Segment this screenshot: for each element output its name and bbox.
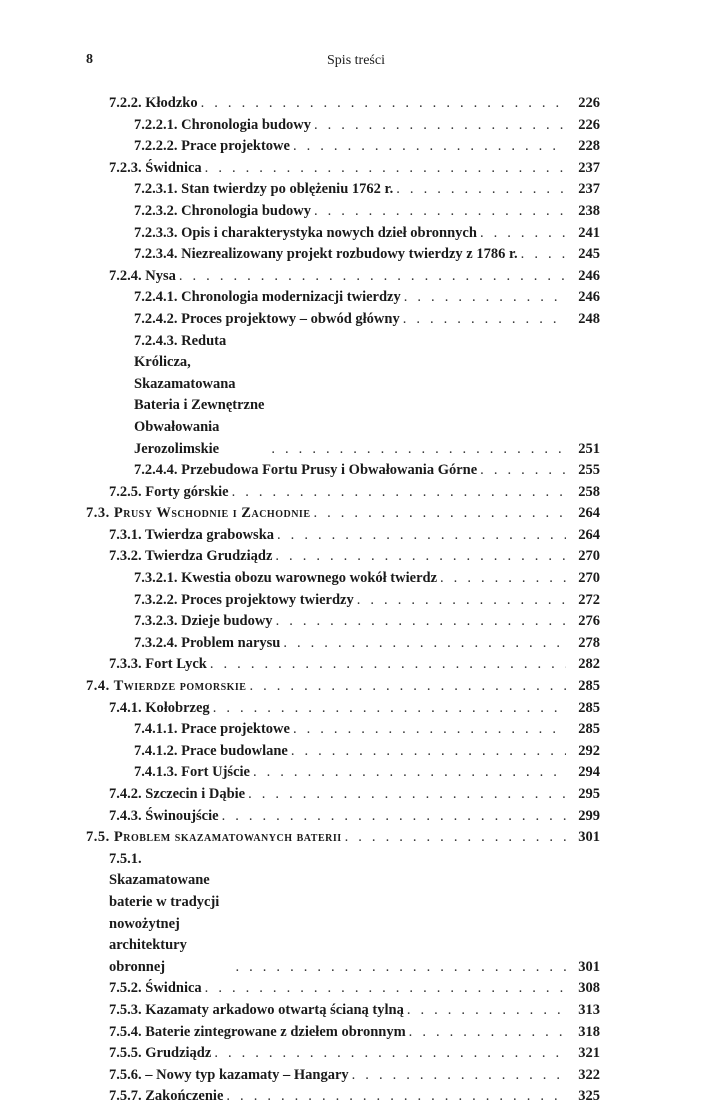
dot-leader (201, 93, 566, 115)
toc-entry-page: 270 (578, 570, 600, 587)
toc-entry[interactable] (86, 827, 600, 849)
toc-entry[interactable] (86, 1043, 600, 1065)
toc-entry[interactable] (86, 266, 600, 288)
dot-leader (214, 1043, 566, 1065)
toc-entry[interactable] (86, 287, 600, 309)
toc-entry-title: 7.5.7. Zakończenie (109, 1088, 224, 1105)
toc-entry[interactable] (86, 482, 600, 504)
toc-entry-title: 7.3. Prusy Wschodnie i Zachodnie (86, 505, 311, 522)
toc-entry-page: 264 (578, 526, 600, 543)
dot-leader (179, 266, 566, 288)
dot-leader (396, 179, 566, 201)
toc-entry-page: 322 (578, 1066, 600, 1083)
dot-leader (409, 1022, 566, 1044)
toc-entry[interactable] (86, 784, 600, 806)
toc-entry[interactable] (86, 525, 600, 547)
toc-entry[interactable] (86, 654, 600, 676)
dot-leader (404, 287, 566, 309)
toc-entry-page: 278 (578, 634, 600, 651)
toc-entry-page: 270 (578, 548, 600, 565)
dot-leader (249, 676, 566, 698)
toc-entry-title: 7.4. Twierdze pomorskie (86, 678, 247, 695)
toc-entry-title: 7.2.3.3. Opis i charakterystyka nowych dzieł obronnych (134, 224, 477, 241)
toc-entry-page: 245 (578, 246, 600, 263)
dot-leader (205, 158, 566, 180)
toc-entry-page: 226 (578, 116, 600, 133)
toc-entry-title: 7.4.3. Świnoujście (109, 807, 219, 824)
toc-entry[interactable] (86, 676, 600, 698)
toc-entry-title: 7.3.2.1. Kwestia obozu warownego wokół twierdz (134, 570, 438, 587)
dot-leader (205, 978, 566, 1000)
toc-entry-title: 7.2.4. Nysa (109, 267, 176, 284)
dot-leader (291, 741, 566, 763)
toc-entry-title: 7.4.1.2. Prace budowlane (134, 742, 288, 759)
toc-entry-title: 7.4.1. Kołobrzeg (109, 699, 210, 716)
toc-entry[interactable] (86, 1000, 600, 1022)
toc-entry-page: 237 (578, 181, 600, 198)
toc-entry-title: 7.2.3.2. Chronologia budowy (134, 202, 311, 219)
toc-entry[interactable] (86, 849, 600, 979)
dot-leader (235, 957, 566, 979)
dot-leader (314, 201, 566, 223)
dot-leader (521, 244, 566, 266)
toc-entry[interactable] (86, 223, 600, 245)
toc-entry-page: 237 (578, 159, 600, 176)
toc-entry[interactable] (86, 460, 600, 482)
toc-entry-page: 255 (578, 462, 600, 479)
toc-entry-page: 295 (578, 786, 600, 802)
toc-entry[interactable] (86, 590, 600, 612)
dot-leader (314, 115, 566, 137)
toc-entry-title: 7.2.4.3. Reduta Królicza, Skazamatowana Bateria i Zewnętrzne Obwałowania Jerozolimskie (134, 332, 265, 457)
toc-entry[interactable] (86, 179, 600, 201)
toc-entry-title: 7.5. Problem skazamatowanych baterii (86, 829, 342, 846)
toc-entry[interactable] (86, 309, 600, 331)
toc-entry-title: 7.3.2. Twierdza Grudziądz (109, 548, 273, 565)
toc-entry[interactable] (86, 806, 600, 828)
toc-entry-page: 246 (578, 267, 600, 284)
toc-entry-page: 285 (578, 678, 600, 695)
dot-leader (232, 482, 566, 504)
toc-entry[interactable] (86, 1086, 600, 1108)
toc-entry-page: 272 (578, 591, 600, 608)
dot-leader (248, 784, 566, 806)
toc-entry-title: 7.2.4.2. Proces projektowy – obwód główny (134, 310, 400, 327)
toc-entry-page: 251 (578, 440, 600, 457)
dot-leader (440, 568, 566, 590)
dot-leader (271, 439, 566, 461)
toc-entry[interactable] (86, 115, 600, 137)
toc-entry-title: 7.2.3. Świdnica (109, 159, 202, 176)
toc-entry[interactable] (86, 1065, 600, 1087)
toc-entry-title: 7.3.2.2. Proces projektowy twierdzy (134, 591, 354, 608)
toc-entry-title: 7.5.6. – Nowy typ kazamaty – Hangary (109, 1066, 349, 1083)
toc-entry[interactable] (86, 201, 600, 223)
toc-entry-page: 321 (578, 1045, 600, 1062)
toc-entry[interactable] (86, 568, 600, 590)
toc-entry[interactable] (86, 741, 600, 763)
toc-entry-page: 276 (578, 613, 600, 630)
toc-entry-title: 7.5.4. Baterie zintegrowane z dziełem obronnym (109, 1023, 406, 1040)
dot-leader (213, 698, 566, 720)
toc-entry[interactable] (86, 331, 600, 461)
dot-leader (293, 136, 566, 158)
dot-leader (277, 525, 566, 547)
toc-entry-page: 264 (578, 505, 600, 522)
toc-entry-page: 226 (578, 95, 600, 111)
toc-entry-title: 7.3.3. Fort Lyck (109, 656, 207, 673)
toc-entry-title: 7.4.1.3. Fort Ujście (134, 764, 250, 781)
toc-entry-title: 7.5.5. Grudziądz (109, 1045, 212, 1062)
toc-entry-title: 7.2.4.1. Chronologia modernizacji twierdzy (134, 289, 401, 306)
toc-entry[interactable] (86, 633, 600, 655)
toc-entry-title: 7.3.2.3. Dzieje budowy (134, 613, 273, 630)
toc-entry-title: 7.4.2. Szczecin i Dąbie (109, 786, 246, 802)
toc-entry-title: 7.2.3.1. Stan twierdzy po oblężeniu 1762 r. (134, 181, 394, 198)
dot-leader (275, 546, 566, 568)
dot-leader (226, 1086, 566, 1108)
toc-entry[interactable] (86, 546, 600, 568)
toc-entry-page: 318 (578, 1023, 600, 1040)
toc-entry-page: 285 (578, 699, 600, 716)
toc-entry-title: 7.2.5. Forty górskie (109, 483, 229, 500)
toc-entry-title: 7.3.2.4. Problem narysu (134, 634, 281, 651)
toc-entry-title: 7.3.1. Twierdza grabowska (109, 526, 275, 543)
dot-leader (357, 590, 566, 612)
toc-entry-title: 7.5.1. Skazamatowane baterie w tradycji nowożytnej architektury obronnej (109, 850, 220, 975)
toc-entry-title: 7.2.2.1. Chronologia budowy (134, 116, 311, 133)
dot-leader (276, 611, 566, 633)
dot-leader (253, 762, 566, 784)
toc-entry-page: 248 (578, 310, 600, 327)
toc-entry-title: 7.2.4.4. Przebudowa Fortu Prusy i Obwałowania Górne (134, 462, 478, 479)
toc-entry[interactable] (86, 719, 600, 741)
toc-entry[interactable] (86, 978, 600, 1000)
toc-entry[interactable] (86, 244, 600, 266)
dot-leader (313, 503, 566, 525)
page-number: 8 (86, 52, 93, 67)
dot-leader (352, 1065, 566, 1087)
toc-entry[interactable] (86, 762, 600, 784)
dot-leader (407, 1000, 566, 1022)
toc-entry-page: 301 (578, 958, 600, 975)
toc-entry-page: 238 (578, 202, 600, 219)
toc-entry-page: 292 (578, 742, 600, 759)
toc-entry-title: 7.2.2. Kłodzko (109, 95, 198, 111)
toc-entry-title: 7.2.3.4. Niezrealizowany projekt rozbudowy twierdzy z 1786 r. (134, 246, 518, 263)
toc-entry[interactable] (86, 158, 600, 180)
toc-entry-title: 7.5.3. Kazamaty arkadowo otwartą ścianą tylną (109, 1001, 404, 1018)
running-head: Spis treści (327, 53, 385, 68)
toc-entry-page: 241 (578, 224, 600, 241)
toc-entry-page: 313 (578, 1001, 600, 1018)
toc-entry-page: 294 (578, 764, 600, 781)
toc-entry-page: 258 (578, 483, 600, 500)
toc-entry-page: 308 (578, 980, 600, 997)
dot-leader (222, 806, 566, 828)
toc-entry[interactable] (86, 93, 600, 115)
toc-entry[interactable] (86, 1022, 600, 1044)
toc-entry-page: 299 (578, 807, 600, 824)
dot-leader (403, 309, 566, 331)
toc-entry-page: 282 (578, 656, 600, 673)
toc-entry-page: 301 (578, 829, 600, 846)
toc-entry[interactable] (86, 698, 600, 720)
dot-leader (480, 460, 566, 482)
toc-entry[interactable] (86, 611, 600, 633)
dot-leader (293, 719, 566, 741)
dot-leader (283, 633, 566, 655)
toc-entry-page: 285 (578, 721, 600, 738)
toc-entry-title: 7.4.1.1. Prace projektowe (134, 721, 290, 738)
dot-leader (345, 827, 566, 849)
toc-entry[interactable] (86, 136, 600, 158)
toc-entry-page: 228 (578, 138, 600, 155)
dot-leader (480, 223, 566, 245)
toc-entry-title: 7.2.2.2. Prace projektowe (134, 138, 290, 155)
toc-entry[interactable] (86, 503, 600, 525)
toc-entry-page: 246 (578, 289, 600, 306)
toc-entry-title: 7.5.2. Świdnica (109, 980, 202, 997)
table-of-contents (86, 93, 600, 1108)
toc-entry-page: 325 (578, 1088, 600, 1105)
dot-leader (210, 654, 566, 676)
